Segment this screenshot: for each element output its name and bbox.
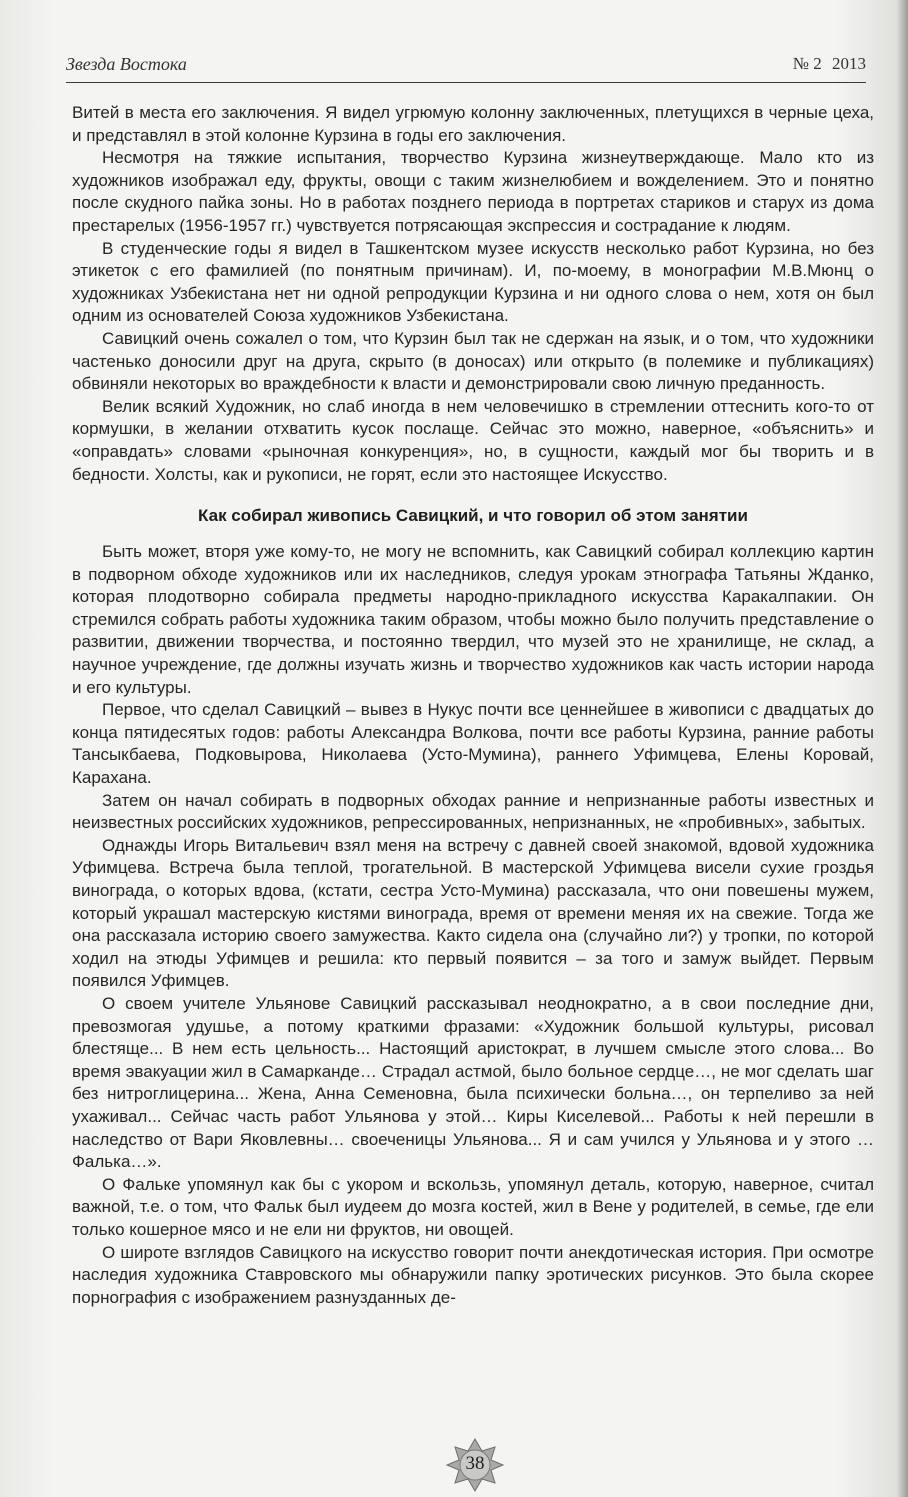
paragraph: Савицкий очень сожалел о том, что Курзин был так не сдержан на язык, и о том, что художники частенько доносили друг на друга, скрыто (в доносах) или открыто (в полемике и публикациях) обвиняли некоторых во враждебности к власти и демонстрировали свою личную преданность. [72, 328, 874, 394]
issue-year: 2013 [832, 54, 866, 73]
page-number: 38 [465, 1453, 485, 1474]
paragraph: Витей в места его заключения. Я видел угрюмую колонну заключенных, плетущихся в черные цеха, и представлял в этой колонне Курзина в годы его заключения. [72, 103, 874, 145]
book-spine-shadow [896, 0, 908, 1497]
paragraph: О Фальке упомянул как бы с укором и вскользь, упомянул деталь, которую, наверное, считал важной, т.е. о том, что Фальк был иудеем до мозга костей, жил в Вене у родителей, в семье, где ели только кошерное мясо и не ели ни фруктов, ни овощей. [72, 1174, 874, 1239]
page-number-badge [443, 1437, 507, 1493]
paragraph: О широте взглядов Савицкого на искусство говорит почти анекдотическая история. При осмотре наследия художника Ставровского мы обнаружили папку эротических рисунков. Это была скорее порнография с изображением разнузданных де- [72, 1242, 874, 1307]
section-heading: Как собирал живопись Савицкий, и что говорил об этом занятии [198, 506, 748, 526]
issue-info [787, 54, 866, 74]
issue-number: № 2 [792, 54, 822, 73]
running-header [66, 48, 866, 83]
paragraph: Первое, что сделал Савицкий – вывез в Нукус почти все ценнейшее в живописи с двадцатых до конца пятидесятых годов: работы Александра Волкова, почти все работы Курзина, ранние работы Тансыкбаева, Подковырова, Николаева (Усто-Мумина), раннего Уфимцева, Елены Коровай, Карахана. [72, 700, 874, 788]
paragraph: Велик всякий Художник, но слаб иногда в нем человечишко в стремлении оттеснить кого-то от кормушки, в желании отхватить кусок послаще. Сейчас это можно, наверное, «объяснить» и «оправдать» словами «рыночная конкуренция», но, в сущности, каждый мог бы творить и в бедности. Холсты, как и рукописи, не горят, если это настоящее Искусство. [72, 396, 874, 484]
journal-title: Звезда Востока [66, 54, 187, 74]
paragraph: Однажды Игорь Витальевич взял меня на встречу с давней своей знакомой, вдовой художника Уфимцева. Встреча была теплой, трогательной. В мастерской Уфимцева висели сухие гроздья винограда, о которых вдова, (кстати, сестра Усто-Мумина) рассказала, что они повешены мужем, который украшал мастерскую кистями винограда, время от времени меняя их на свежие. Тогда же она рассказала историю своего замужества. Както сидела она (случайно ли?) у тропки, по которой ходил на этюды Уфимцев и решила: кто первый появится – за того и замуж выйдет. Первым появился Уфимцев. [72, 835, 874, 991]
paragraph: В студенческие годы я видел в Ташкентском музее искусств несколько работ Курзина, но без этикеток с его фамилией (по понятным причинам). И, по-моему, в монографии М.В.Мюнц о художниках Узбекистана нет ни одной репродукции Курзина и ни одного слова о нем, хотя он был одним из основателей Союза художников Узбекистана. [72, 238, 874, 326]
paragraph: Несмотря на тяжкие испытания, творчество Курзина жизнеутверждающе. Мало кто из художников изображал еду, фрукты, овощи с таким жизнелюбием и вожделением. Это и понятно после скудного пайка зоны. Но в работах позднего периода в портретах стариков и старух из дома престарелых (1956-1957 гг.) чувствуется потрясающая экспрессия и сострадание к людям. [72, 148, 874, 235]
paragraph: Затем он начал собирать в подворных обходах ранние и непризнанные работы известных и неизвестных российских художников, репрессированных, непризнанных, не «пробивных», забытых. [72, 790, 874, 833]
paragraph: Быть может, вторя уже кому-то, не могу не вспомнить, как Савицкий собирал коллекцию картин в подворном обходе художников или их наследников, следуя урокам этнографа Татьяны Жданко, которая плодотворно собирала предметы народно-прикладного искусства Каракалпакии. Он стремился собрать работы художника таким образом, чтобы можно было получить представление о развитии, движении творчества, и постоянно твердил, что музей это не хранилище, не склад, а научное учреждение, где должны изучать жизнь и творчество художников как часть истории народа и его культуры. [72, 542, 874, 697]
paragraph: О своем учителе Ульянове Савицкий рассказывал неоднократно, а в свои последние дни, превозмогая удушье, а потому краткими фразами: «Художник большой культуры, рисовал блестяще... В нем есть цельность... Настоящий аристократ, в лучшем смысле этого слова... Во время эвакуации жил в Самарканде… Страдал астмой, было больное сердце…, не мог сделать шаг без нитроглицерина... Жена, Анна Семеновна, была психически больна…, он терпеливо за ней ухаживал... Сейчас часть работ Ульянова у этой… Киры Киселевой... Работы к ней перешли в наследство от Вари Яковлевны… своеченицы Ульянова... Я и сам учился у Ульянова и у этого … Фалька…». [72, 993, 874, 1172]
article-body [72, 102, 874, 1309]
